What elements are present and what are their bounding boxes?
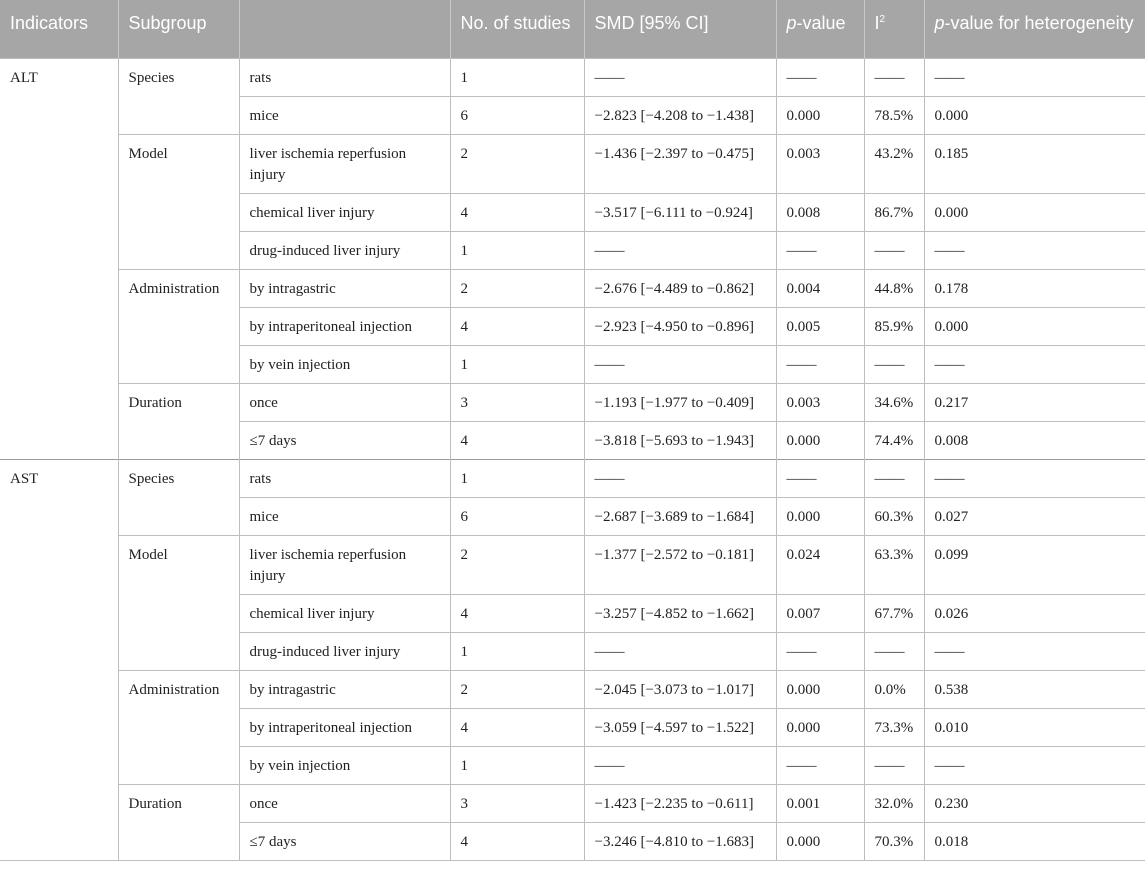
cell-smd: −2.923 [−4.950 to −0.896]	[584, 307, 776, 345]
cell-smd: −3.818 [−5.693 to −1.943]	[584, 421, 776, 459]
table-row	[0, 134, 1145, 193]
cell-subgroup	[118, 231, 239, 269]
cell-subgroup-detail: rats	[239, 459, 450, 497]
cell-subgroup: Model	[118, 134, 239, 193]
cell-p-value: 0.024	[776, 535, 864, 594]
table-row	[0, 822, 1145, 860]
table-row	[0, 383, 1145, 421]
cell-smd: −3.059 [−4.597 to −1.522]	[584, 708, 776, 746]
header-subgroup: Subgroup	[118, 0, 239, 58]
header-i2	[864, 0, 924, 58]
cell-no-of-studies: 2	[450, 535, 584, 594]
table-row	[0, 193, 1145, 231]
cell-heterogeneity: 0.027	[924, 497, 1145, 535]
cell-subgroup	[118, 497, 239, 535]
cell-indicator	[0, 193, 118, 231]
table-row	[0, 269, 1145, 307]
cell-no-of-studies: 2	[450, 134, 584, 193]
table-row	[0, 96, 1145, 134]
cell-heterogeneity: 0.230	[924, 784, 1145, 822]
cell-smd: −1.436 [−2.397 to −0.475]	[584, 134, 776, 193]
cell-i2: ——	[864, 459, 924, 497]
cell-subgroup-detail: by intraperitoneal injection	[239, 307, 450, 345]
cell-smd: ——	[584, 746, 776, 784]
cell-p-value: 0.000	[776, 497, 864, 535]
cell-i2: ——	[864, 345, 924, 383]
cell-no-of-studies: 4	[450, 822, 584, 860]
cell-no-of-studies: 1	[450, 58, 584, 96]
table-row	[0, 784, 1145, 822]
cell-i2: ——	[864, 632, 924, 670]
cell-subgroup-detail: rats	[239, 58, 450, 96]
cell-heterogeneity: 0.018	[924, 822, 1145, 860]
cell-p-value: 0.005	[776, 307, 864, 345]
cell-no-of-studies: 4	[450, 421, 584, 459]
cell-subgroup: Species	[118, 459, 239, 497]
cell-indicator	[0, 784, 118, 822]
cell-subgroup-detail: drug-induced liver injury	[239, 231, 450, 269]
cell-p-value: 0.000	[776, 708, 864, 746]
cell-smd: ——	[584, 632, 776, 670]
cell-p-value: 0.000	[776, 670, 864, 708]
cell-no-of-studies: 4	[450, 594, 584, 632]
cell-no-of-studies: 4	[450, 193, 584, 231]
cell-subgroup-detail: by intragastric	[239, 670, 450, 708]
cell-smd: −2.687 [−3.689 to −1.684]	[584, 497, 776, 535]
header-i2-base: I	[874, 13, 880, 33]
cell-p-value: ——	[776, 746, 864, 784]
cell-subgroup	[118, 822, 239, 860]
table-row	[0, 345, 1145, 383]
cell-p-value: 0.008	[776, 193, 864, 231]
cell-subgroup	[118, 307, 239, 345]
cell-i2: 86.7%	[864, 193, 924, 231]
cell-i2: ——	[864, 58, 924, 96]
cell-heterogeneity: 0.010	[924, 708, 1145, 746]
cell-subgroup	[118, 594, 239, 632]
cell-heterogeneity: 0.217	[924, 383, 1145, 421]
cell-smd: −1.423 [−2.235 to −0.611]	[584, 784, 776, 822]
header-row	[0, 0, 1145, 58]
cell-no-of-studies: 2	[450, 269, 584, 307]
cell-i2: 44.8%	[864, 269, 924, 307]
cell-subgroup	[118, 193, 239, 231]
cell-no-of-studies: 4	[450, 307, 584, 345]
cell-smd: −3.257 [−4.852 to −1.662]	[584, 594, 776, 632]
cell-subgroup-detail: by intraperitoneal injection	[239, 708, 450, 746]
cell-subgroup-detail: by vein injection	[239, 746, 450, 784]
cell-i2: 43.2%	[864, 134, 924, 193]
cell-i2: 0.0%	[864, 670, 924, 708]
cell-subgroup-detail: once	[239, 383, 450, 421]
header-p-italic: p	[786, 13, 797, 33]
cell-heterogeneity: 0.099	[924, 535, 1145, 594]
cell-p-value: ——	[776, 632, 864, 670]
cell-subgroup	[118, 421, 239, 459]
cell-indicator	[0, 746, 118, 784]
cell-subgroup-detail: mice	[239, 96, 450, 134]
cell-smd: −2.676 [−4.489 to −0.862]	[584, 269, 776, 307]
cell-no-of-studies: 1	[450, 459, 584, 497]
cell-smd: ——	[584, 345, 776, 383]
cell-subgroup-detail: mice	[239, 497, 450, 535]
cell-p-value: 0.000	[776, 421, 864, 459]
cell-heterogeneity: ——	[924, 459, 1145, 497]
header-smd: SMD [95% CI]	[584, 0, 776, 58]
cell-p-value: 0.000	[776, 822, 864, 860]
cell-indicator	[0, 96, 118, 134]
header-p-rest: -value	[796, 13, 846, 33]
cell-subgroup: Model	[118, 535, 239, 594]
cell-indicator	[0, 670, 118, 708]
cell-smd: ——	[584, 459, 776, 497]
cell-i2: 67.7%	[864, 594, 924, 632]
cell-subgroup: Duration	[118, 383, 239, 421]
header-heterogeneity	[924, 0, 1145, 58]
cell-indicator	[0, 421, 118, 459]
cell-smd: ——	[584, 231, 776, 269]
cell-heterogeneity: 0.000	[924, 193, 1145, 231]
cell-i2: 78.5%	[864, 96, 924, 134]
cell-indicator	[0, 269, 118, 307]
cell-i2: 32.0%	[864, 784, 924, 822]
header-p-value	[776, 0, 864, 58]
cell-indicator	[0, 535, 118, 594]
cell-subgroup	[118, 632, 239, 670]
cell-heterogeneity: 0.000	[924, 307, 1145, 345]
cell-i2: 74.4%	[864, 421, 924, 459]
cell-subgroup-detail: by vein injection	[239, 345, 450, 383]
cell-subgroup-detail: drug-induced liver injury	[239, 632, 450, 670]
cell-no-of-studies: 2	[450, 670, 584, 708]
cell-no-of-studies: 6	[450, 497, 584, 535]
cell-p-value: ——	[776, 345, 864, 383]
table-row	[0, 459, 1145, 497]
cell-p-value: ——	[776, 58, 864, 96]
cell-heterogeneity: ——	[924, 632, 1145, 670]
cell-subgroup: Administration	[118, 670, 239, 708]
cell-heterogeneity: 0.538	[924, 670, 1145, 708]
table-row	[0, 58, 1145, 96]
cell-indicator	[0, 708, 118, 746]
header-het-italic: p	[934, 13, 945, 33]
cell-i2: 85.9%	[864, 307, 924, 345]
cell-indicator	[0, 383, 118, 421]
header-blank	[239, 0, 450, 58]
table-body	[0, 58, 1145, 860]
cell-indicator	[0, 134, 118, 193]
cell-smd: −3.246 [−4.810 to −1.683]	[584, 822, 776, 860]
cell-heterogeneity: 0.178	[924, 269, 1145, 307]
cell-p-value: 0.003	[776, 383, 864, 421]
cell-indicator	[0, 497, 118, 535]
cell-subgroup-detail: liver ischemia reperfusion injury	[239, 535, 450, 594]
cell-smd: −1.193 [−1.977 to −0.409]	[584, 383, 776, 421]
cell-heterogeneity: ——	[924, 345, 1145, 383]
cell-i2: 70.3%	[864, 822, 924, 860]
cell-heterogeneity: 0.008	[924, 421, 1145, 459]
cell-smd: −2.045 [−3.073 to −1.017]	[584, 670, 776, 708]
header-indicators: Indicators	[0, 0, 118, 58]
cell-i2: 34.6%	[864, 383, 924, 421]
cell-i2: ——	[864, 746, 924, 784]
cell-no-of-studies: 1	[450, 231, 584, 269]
cell-indicator	[0, 231, 118, 269]
cell-i2: 60.3%	[864, 497, 924, 535]
cell-smd: −3.517 [−6.111 to −0.924]	[584, 193, 776, 231]
cell-i2: ——	[864, 231, 924, 269]
cell-indicator	[0, 822, 118, 860]
table-row	[0, 231, 1145, 269]
cell-smd: ——	[584, 58, 776, 96]
cell-p-value: 0.001	[776, 784, 864, 822]
cell-indicator: AST	[0, 459, 118, 497]
cell-p-value: 0.003	[776, 134, 864, 193]
table-row	[0, 708, 1145, 746]
cell-no-of-studies: 3	[450, 784, 584, 822]
table-row	[0, 670, 1145, 708]
table-row	[0, 421, 1145, 459]
cell-heterogeneity: 0.000	[924, 96, 1145, 134]
cell-indicator	[0, 632, 118, 670]
table-row	[0, 746, 1145, 784]
cell-indicator	[0, 307, 118, 345]
cell-no-of-studies: 4	[450, 708, 584, 746]
cell-no-of-studies: 1	[450, 746, 584, 784]
cell-heterogeneity: 0.185	[924, 134, 1145, 193]
cell-smd: −2.823 [−4.208 to −1.438]	[584, 96, 776, 134]
header-het-rest: -value for heterogeneity	[944, 13, 1134, 33]
cell-subgroup: Species	[118, 58, 239, 96]
cell-indicator	[0, 594, 118, 632]
cell-no-of-studies: 1	[450, 345, 584, 383]
cell-subgroup-detail: ≤7 days	[239, 822, 450, 860]
cell-no-of-studies: 3	[450, 383, 584, 421]
cell-i2: 73.3%	[864, 708, 924, 746]
cell-subgroup: Administration	[118, 269, 239, 307]
cell-subgroup	[118, 345, 239, 383]
cell-subgroup-detail: chemical liver injury	[239, 594, 450, 632]
cell-subgroup	[118, 96, 239, 134]
cell-heterogeneity: ——	[924, 746, 1145, 784]
cell-subgroup-detail: liver ischemia reperfusion injury	[239, 134, 450, 193]
cell-subgroup-detail: ≤7 days	[239, 421, 450, 459]
cell-indicator	[0, 345, 118, 383]
table-row	[0, 632, 1145, 670]
cell-heterogeneity: 0.026	[924, 594, 1145, 632]
cell-indicator: ALT	[0, 58, 118, 96]
cell-p-value: ——	[776, 231, 864, 269]
header-i2-sup: 2	[879, 14, 886, 25]
cell-no-of-studies: 1	[450, 632, 584, 670]
cell-p-value: 0.004	[776, 269, 864, 307]
cell-smd: −1.377 [−2.572 to −0.181]	[584, 535, 776, 594]
table-row	[0, 535, 1145, 594]
cell-p-value: 0.007	[776, 594, 864, 632]
cell-subgroup	[118, 708, 239, 746]
cell-p-value: 0.000	[776, 96, 864, 134]
cell-heterogeneity: ——	[924, 58, 1145, 96]
cell-p-value: ——	[776, 459, 864, 497]
cell-heterogeneity: ——	[924, 231, 1145, 269]
header-no-of-studies: No. of studies	[450, 0, 584, 58]
cell-no-of-studies: 6	[450, 96, 584, 134]
table-row	[0, 594, 1145, 632]
cell-subgroup-detail: chemical liver injury	[239, 193, 450, 231]
cell-subgroup	[118, 746, 239, 784]
cell-subgroup-detail: by intragastric	[239, 269, 450, 307]
cell-i2: 63.3%	[864, 535, 924, 594]
cell-subgroup: Duration	[118, 784, 239, 822]
table-row	[0, 497, 1145, 535]
table-row	[0, 307, 1145, 345]
cell-subgroup-detail: once	[239, 784, 450, 822]
